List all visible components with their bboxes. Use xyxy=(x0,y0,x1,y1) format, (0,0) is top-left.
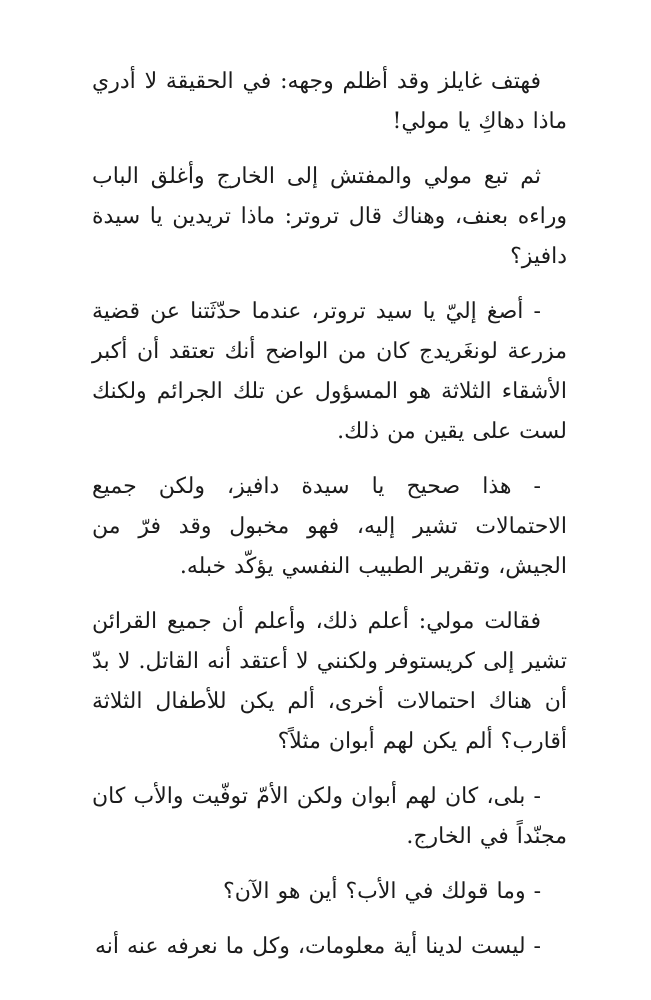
paragraph: ثم تبع مولي والمفتش إلى الخارج وأغلق الباب وراءه بعنف، وهناك قال تروتر: ماذا تريدين يا سيدة دافيز؟ xyxy=(92,164,567,269)
paragraph: - وما قولك في الأب؟ أين هو الآن؟ xyxy=(223,879,541,904)
paragraph: - بلى، كان لهم أبوان ولكن الأمّ توفّيت والأب كان مجنّداً في الخارج. xyxy=(92,784,567,849)
paragraph: - ليست لدينا أية معلومات، وكل ما نعرفه عنه أنه xyxy=(94,934,541,959)
paragraph: - أصغ إليّ يا سيد تروتر، عندما حدّثَتنا عن قضية مزرعة لونغَريدج كان من الواضح أنك تعتقد أن أكبر الأشقاء الثلاثة هو المسؤول عن تلك الجرائم ولكنك لست على يقين من ذلك. xyxy=(92,299,567,444)
paragraph: فقالت مولي: أعلم ذلك، وأعلم أن جميع القرائن تشير إلى كريستوفر ولكنني لا أعتقد أنه القاتل. لا بدّ أن هناك احتمالات أخرى، ألم يكن للأطفال الثلاثة أقارب؟ ألم يكن لهم أبوان مثلاً؟ xyxy=(92,609,567,754)
paragraph: - هذا صحيح يا سيدة دافيز، ولكن جميع الاحتمالات تشير إليه، فهو مخبول وقد فرّ من الجيش، وتقرير الطبيب النفسي يؤكّد خبله. xyxy=(92,474,567,579)
paragraph: فهتف غايلز وقد أظلم وجهه: في الحقيقة لا أدري ماذا دهاكِ يا مولي! xyxy=(92,69,567,134)
